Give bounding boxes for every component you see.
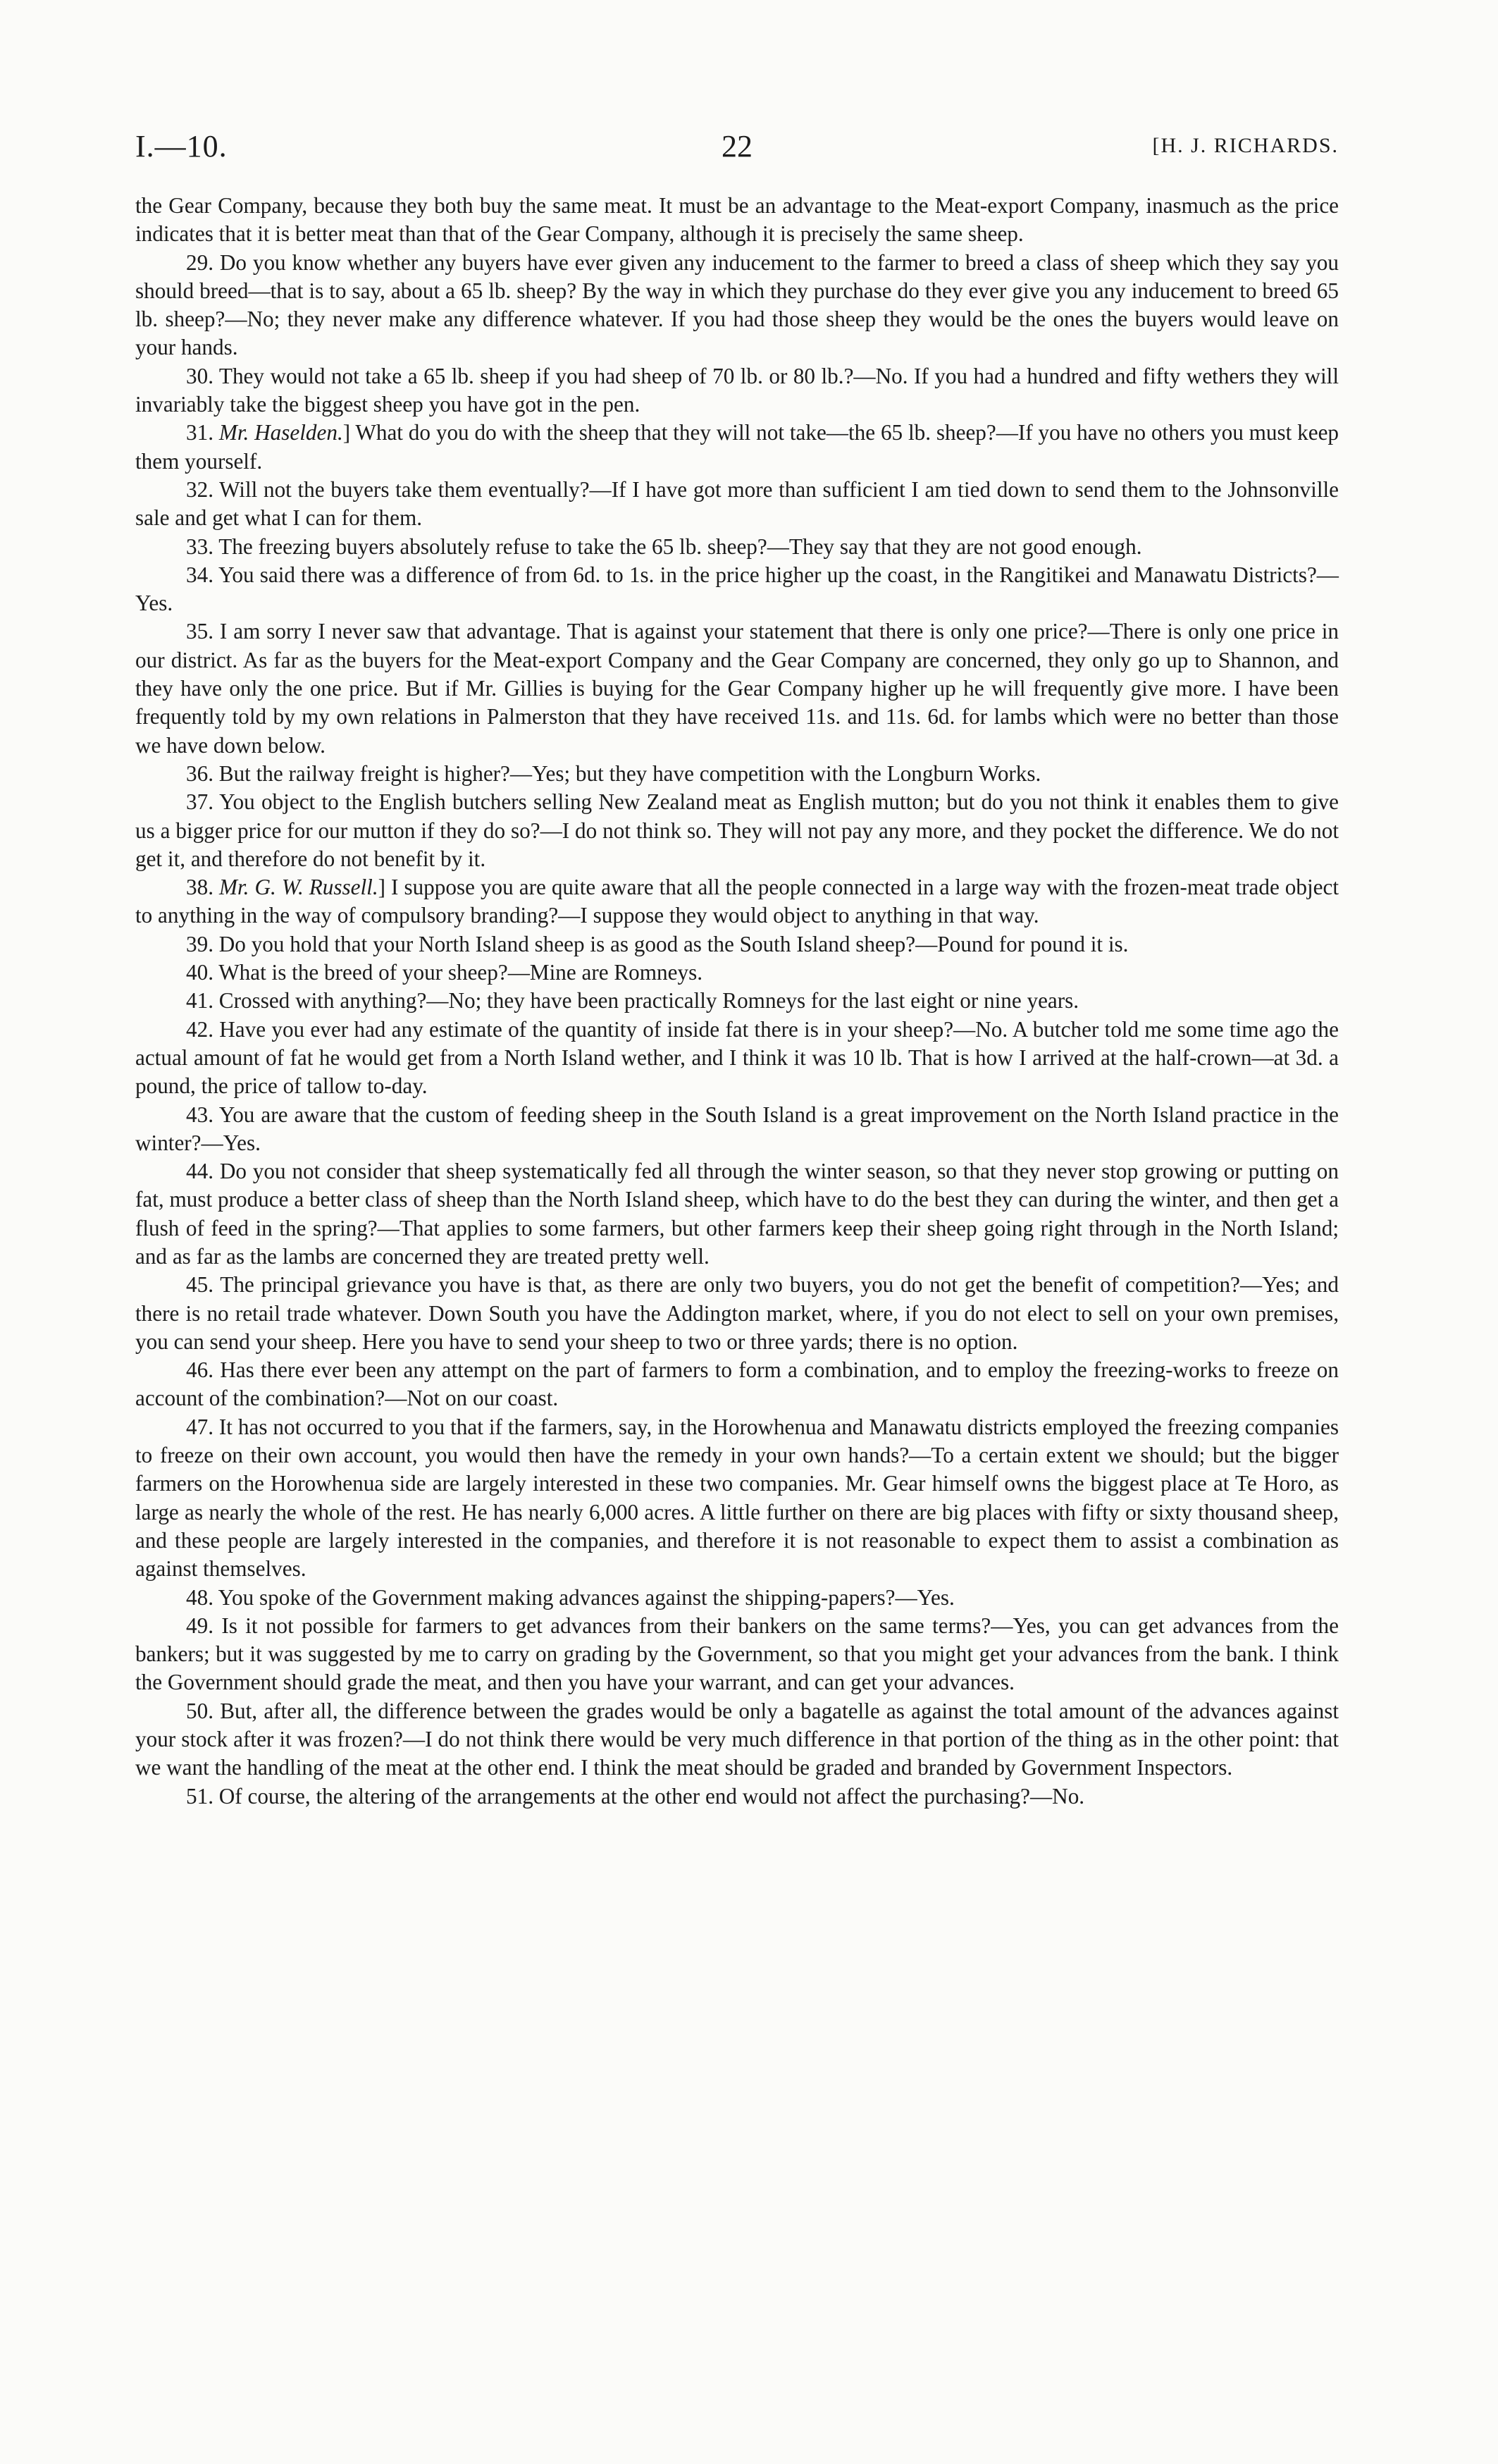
page-number: 22 (722, 129, 753, 164)
question-37: 37. You object to the English butchers selling New Zealand meat as English mutton; but do you not think it enables them to give us a bigger price for our mutton if they do so?—I do not think so. They will not pay any more, and they pocket the difference. We do not get it, and therefore do not benefit by it. (135, 789, 1339, 871)
question-51: 51. Of course, the altering of the arrangements at the other end would not affect the purchasing?—No. (186, 1783, 1085, 1809)
question-42: 42. Have you ever had any estimate of the quantity of inside fat there is in your sheep?—No. A butcher told me some time ago the actual amount of fat he would get from a North Island wether, and I think it was 10 lb. That is how I arrived at the half-crown—at 3d. a pound, the price of tallow to-day. (135, 1016, 1339, 1099)
question-33: 33. The freezing buyers absolutely refuse to take the 65 lb. sheep?—They say that they are not good enough. (186, 534, 1142, 559)
witness-name: [H. J. RICHARDS. (1152, 134, 1339, 157)
speaker-name: Mr. G. W. Russell. (219, 875, 378, 900)
paragraph-continuation: the Gear Company, because they both buy the same meat. It must be an advantage to the Meat-export Company, inasmuch as the price indicates that it is better meat than that of the Gear Company, although it is precisely the same sheep. (135, 193, 1339, 247)
question-47: 47. It has not occurred to you that if the farmers, say, in the Horowhenua and Manawatu districts employed the freezing companies to freeze on their own account, you would then have the remedy in your own hands?—To a certain extent we should; but the bigger farmers on the Horowhenua side are largely interested in these two companies. Mr. Gear himself owns the biggest place at Te Horo, as large as nearly the whole of the rest. He has nearly 6,000 acres. A little further on there are big places with fifty or sixty thousand sheep, and these people are largely interested in the companies, and therefore it is not reasonable to expect them to assist a combination as against themselves. (135, 1414, 1339, 1582)
question-40: 40. What is the breed of your sheep?—Mine are Romneys. (186, 960, 702, 985)
evidence-text (135, 192, 1339, 1811)
paper-reference: I.—10. (135, 129, 228, 164)
question-30: 30. They would not take a 65 lb. sheep if you had sheep of 70 lb. or 80 lb.?—No. If you had a hundred and fifty wethers they will invariably take the biggest sheep you have got in the pen. (135, 363, 1339, 417)
question-32: 32. Will not the buyers take them eventually?—If I have got more than sufficient I am tied down to send them to the Johnsonville sale and get what I can for them. (135, 476, 1339, 531)
question-50: 50. But, after all, the difference between the grades would be only a bagatelle as against the total amount of the advances against your stock after it was frozen?—I do not think there would be very much difference in that portion of the thing as in the other point: that we want the handling of the meat at the other end. I think the meat should be graded and branded by Government Inspectors. (135, 1698, 1339, 1780)
question-49: 49. Is it not possible for farmers to get advances from their bankers on the same terms?—Yes, you can get advances from the bankers; but it was suggested by me to carry on grading by the Government, so that you might get your advances from the bank. I think the Government should grade the meat, and then you have your warrant, and can get your advances. (135, 1613, 1339, 1695)
question-29: 29. Do you know whether any buyers have ever given any inducement to the farmer to breed a class of sheep which they say you should breed—that is to say, about a 65 lb. sheep? By the way in which they purchase do they ever give you any inducement to breed 65 lb. sheep?—No; they never make any difference whatever. If you had those sheep they would be the ones the buyers would leave on your hands. (135, 250, 1339, 360)
question-38: 38. Mr. G. W. Russell.] I suppose you are quite aware that all the people connected in a large way with the frozen-meat trade object to anything in the way of compulsory branding?—I suppose they would object to anything in that way. (135, 875, 1339, 928)
question-41: 41. Crossed with anything?—No; they have been practically Romneys for the last eight or nine years. (186, 988, 1079, 1014)
question-46: 46. Has there ever been any attempt on the part of farmers to form a combination, and to employ the freezing-works to freeze on account of the combination?—Not on our coast. (135, 1357, 1339, 1411)
document-page (135, 128, 1339, 1811)
question-36: 36. But the railway freight is higher?—Yes; but they have competition with the Longburn Works. (186, 760, 1041, 786)
question-35: 35. I am sorry I never saw that advantage. That is against your statement that there is only one price?—There is only one price in our district. As far as the buyers for the Meat-export Company and the Gear Company are concerned, they only go up to Shannon, and they have only the one price. But if Mr. Gillies is buying for the Gear Company higher up he will frequently give more. I have been frequently told by my own relations in Palmerston that they have received 11s. and 11s. 6d. for lambs which were no better than those we have down below. (135, 619, 1339, 758)
question-43: 43. You are aware that the custom of feeding sheep in the South Island is a great improvement on the North Island practice in the winter?—Yes. (135, 1102, 1339, 1155)
question-48: 48. You spoke of the Government making advances against the shipping-papers?—Yes. (186, 1584, 955, 1610)
speaker-name: Mr. Haselden. (218, 420, 343, 445)
question-39: 39. Do you hold that your North Island sheep is as good as the South Island sheep?—Pound for pound it is. (186, 931, 1129, 956)
page-header (135, 128, 1339, 192)
question-44: 44. Do you not consider that sheep systematically fed all through the winter season, so that they never stop growing or putting on fat, must produce a better class of sheep than the North Island sheep, which have to do the best they can during the winter, and then get a flush of feed in the spring?—That applies to some farmers, but other farmers keep their sheep going right through in the North Island; and as far as the lambs are concerned they are treated pretty well. (135, 1159, 1339, 1269)
question-45: 45. The principal grievance you have is that, as there are only two buyers, you do not get the benefit of competition?—Yes; and there is no retail trade whatever. Down South you have the Addington market, where, if you do not elect to sell on your own premises, you can send your sheep. Here you have to send your sheep to two or three yards; there is no option. (135, 1272, 1339, 1354)
question-31: 31. Mr. Haselden.] What do you do with the sheep that they will not take—the 65 lb. sheep?—If you have no others you must keep them yourself. (135, 420, 1339, 474)
question-34: 34. You said there was a difference of from 6d. to 1s. in the price higher up the coast, in the Rangitikei and Manawatu Districts?—Yes. (135, 562, 1339, 616)
